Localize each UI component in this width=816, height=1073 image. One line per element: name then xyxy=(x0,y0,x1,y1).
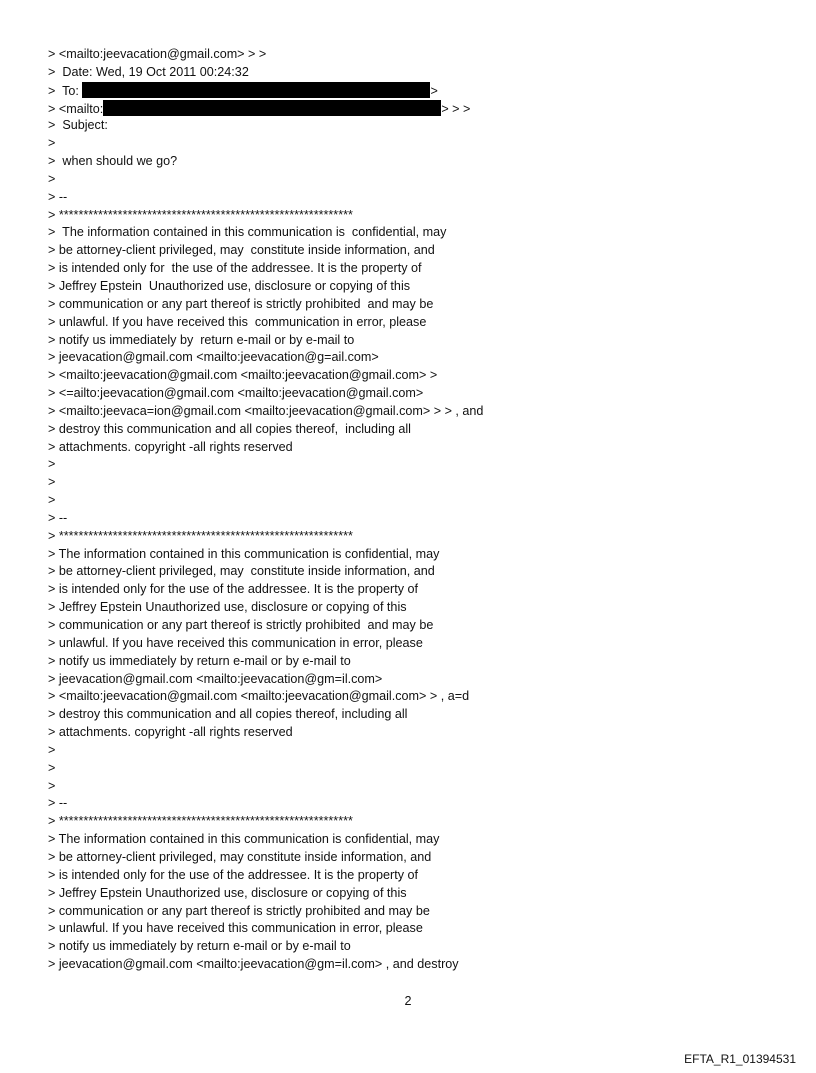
to-line-tail: > xyxy=(430,83,438,98)
text-line: > Jeffrey Epstein Unauthorized use, disclosure or copying of this xyxy=(48,600,407,615)
mailto-line-tail: > > > xyxy=(441,101,471,116)
text-line: > The information contained in this communication is confidential, may xyxy=(48,225,447,240)
text-line: > unlawful. If you have received this communication in error, please xyxy=(48,635,423,650)
text-line: > Subject: xyxy=(48,118,108,133)
text-line: > jeevacation@gmail.com <mailto:jeevacation@gm=il.com> , and destroy xyxy=(48,957,459,972)
text-line: > unlawful. If you have received this communication in error, please xyxy=(48,314,427,329)
text-line: > is intended only for the use of the addressee. It is the property of xyxy=(48,582,418,597)
redaction-bar xyxy=(82,82,430,98)
text-line: > Date: Wed, 19 Oct 2011 00:24:32 xyxy=(48,64,249,79)
text-line: > <=ailto:jeevacation@gmail.com <mailto:jeevacation@gmail.com> xyxy=(48,386,424,401)
text-line: > jeevacation@gmail.com <mailto:jeevacation@gm=il.com> xyxy=(48,671,383,686)
text-line: > The information contained in this communication is confidential, may xyxy=(48,546,440,561)
text-line: > ************************************************************ xyxy=(48,207,353,222)
text-line: > xyxy=(48,136,56,151)
text-line: > is intended only for the use of the addressee. It is the property of xyxy=(48,867,418,882)
text-line: > -- xyxy=(48,510,68,525)
text-line: > attachments. copyright -all rights reserved xyxy=(48,439,293,454)
text-line: > notify us immediately by return e-mail or by e-mail to xyxy=(48,332,355,347)
text-line: > be attorney-client privileged, may constitute inside information, and xyxy=(48,564,435,579)
text-line: > ************************************************************ xyxy=(48,814,353,829)
document-id: EFTA_R1_01394531 xyxy=(684,1052,796,1066)
text-line: > communication or any part thereof is strictly prohibited and may be xyxy=(48,618,434,632)
text-line: > xyxy=(48,171,56,186)
to-label: > To: xyxy=(48,83,79,98)
text-line: > destroy this communication and all copies thereof, including all xyxy=(48,707,408,722)
text-line: > xyxy=(48,760,56,775)
text-line: > communication or any part thereof is strictly prohibited and may be xyxy=(48,903,430,918)
text-line: > communication or any part thereof is strictly prohibited and may be xyxy=(48,296,434,311)
text-line: > be attorney-client privileged, may constitute inside information, and xyxy=(48,243,435,258)
mailto-label: > <mailto: xyxy=(48,101,104,116)
text-line: > -- xyxy=(48,796,68,811)
text-line: > <mailto:jeevaca=ion@gmail.com <mailto:jeevacation@gmail.com> > > , and xyxy=(48,403,484,418)
text-line: > <mailto:jeevacation@gmail.com> > > xyxy=(48,47,267,61)
text-line: > notify us immediately by return e-mail or by e-mail to xyxy=(48,939,351,954)
text-line: > when should we go? xyxy=(48,154,178,169)
text-line: > is intended only for the use of the addressee. It is the property of xyxy=(48,261,422,276)
text-line: > <mailto:jeevacation@gmail.com <mailto:jeevacation@gmail.com> > xyxy=(48,368,438,383)
text-line: > unlawful. If you have received this communication in error, please xyxy=(48,921,423,936)
text-line: > xyxy=(48,742,56,757)
text-line: > ************************************************************ xyxy=(48,528,353,543)
text-line: > <mailto:jeevacation@gmail.com <mailto:jeevacation@gmail.com> > , a=d xyxy=(48,689,470,704)
text-line: > The information contained in this communication is confidential, may xyxy=(48,832,440,847)
text-line: > jeevacation@gmail.com <mailto:jeevacation@g=ail.com> xyxy=(48,350,379,365)
mailto-line xyxy=(48,100,483,118)
text-line: > xyxy=(48,493,56,508)
email-body xyxy=(48,46,483,974)
text-line: > xyxy=(48,475,56,490)
text-line: > notify us immediately by return e-mail or by e-mail to xyxy=(48,653,351,668)
redaction-bar xyxy=(103,100,441,116)
text-line: > -- xyxy=(48,189,68,204)
text-line: > xyxy=(48,778,56,793)
text-line: > xyxy=(48,457,56,472)
text-line: > Jeffrey Epstein Unauthorized use, disclosure or copying of this xyxy=(48,278,411,293)
text-line: > destroy this communication and all copies thereof, including all xyxy=(48,421,411,436)
page-number: 2 xyxy=(404,994,412,1008)
text-line: > be attorney-client privileged, may constitute inside information, and xyxy=(48,849,432,864)
to-line xyxy=(48,82,483,100)
text-line: > attachments. copyright -all rights reserved xyxy=(48,725,293,740)
text-line: > Jeffrey Epstein Unauthorized use, disclosure or copying of this xyxy=(48,885,407,900)
